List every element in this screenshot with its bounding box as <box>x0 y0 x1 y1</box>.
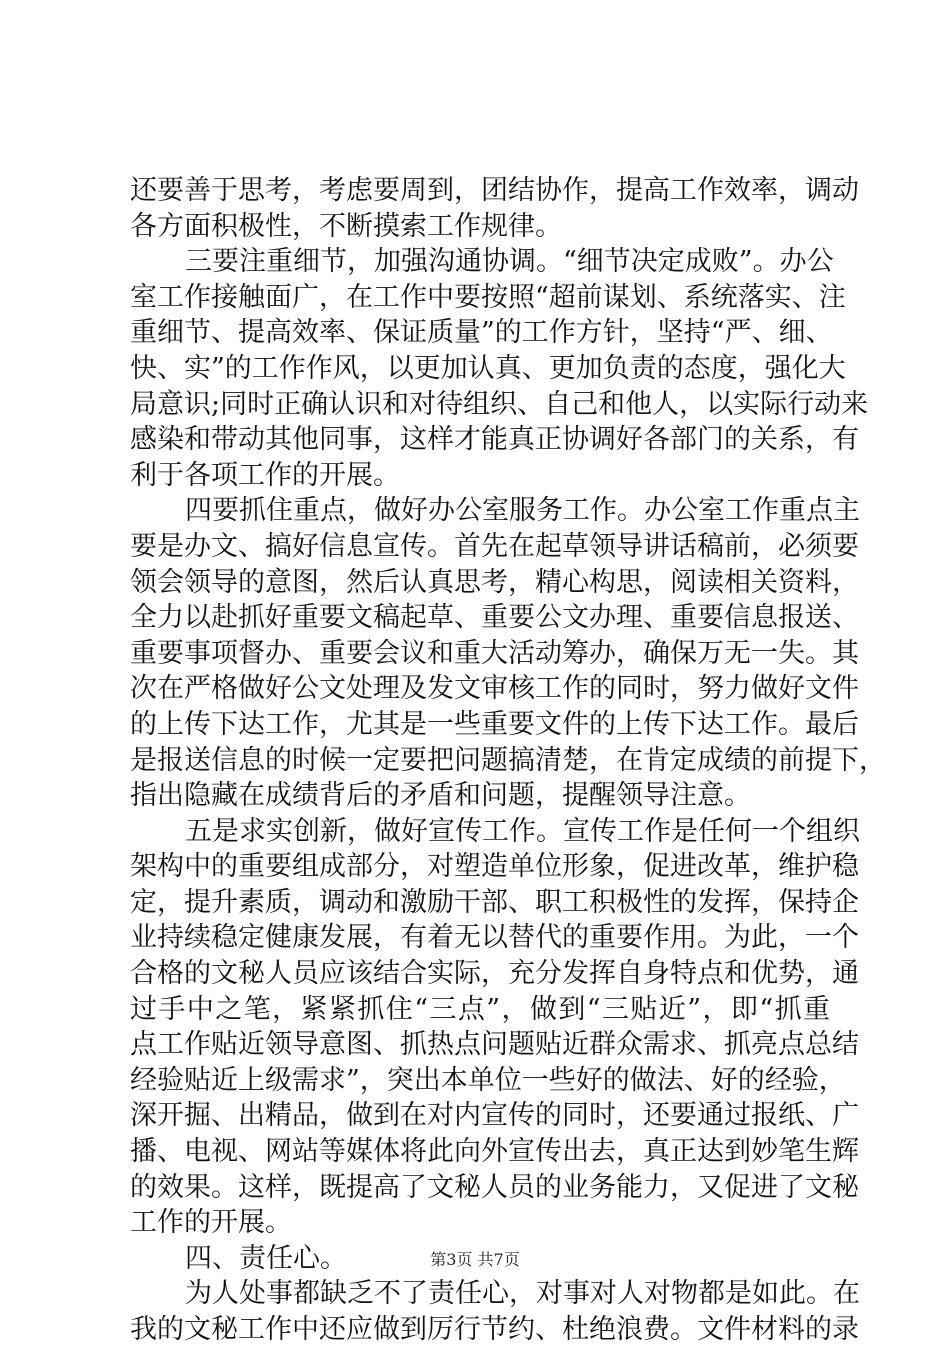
page-number-footer: 第3页 共7页 <box>430 1250 520 1269</box>
text-line: 工作的开展。 <box>130 1207 292 1239</box>
text-line: 快、实”的工作作风，以更加认真、更加负责的态度，强化大 <box>130 352 846 384</box>
document-body <box>130 173 886 1348</box>
text-line: 重要事项督办、重要会议和重大活动筹办，确保万无一失。其 <box>130 637 859 669</box>
text-line: 经验贴近上级需求”，突出本单位一些好的做法、好的经验， <box>130 1064 846 1096</box>
text-line: 的效果。这样，既提高了文秘人员的业务能力，又促进了文秘 <box>130 1171 859 1203</box>
paragraph-start-line: 三要注重细节，加强沟通协调。“细节决定成败”。办公 <box>185 246 834 278</box>
text-line: 还要善于思考，考虑要周到，团结协作，提高工作效率，调动 <box>130 175 859 206</box>
text-line: 要是办文、搞好信息宣传。首先在起草领导讲话稿前，必须要 <box>130 530 859 562</box>
text-line: 次在严格做好公文处理及发文审核工作的同时，努力做好文件 <box>130 673 859 705</box>
text-line: 重细节、提高效率、保证质量”的工作方针，坚持“严、细、 <box>130 317 833 349</box>
section-heading: 四、责任心。 <box>185 1242 347 1274</box>
paragraph-start-line: 四要抓住重点，做好办公室服务工作。办公室工作重点主 <box>185 495 860 527</box>
text-line: 各方面积极性，不断摸索工作规律。 <box>130 210 562 242</box>
text-line: 局意识;同时正确认识和对待组织、自己和他人，以实际行动来 <box>130 388 869 420</box>
text-line: 利于各项工作的开展。 <box>130 459 400 491</box>
text-line: 点工作贴近领导意图、抓热点问题贴近群众需求、抓亮点总结 <box>130 1029 859 1061</box>
text-line: 全力以赴抓好重要文稿起草、重要公文办理、重要信息报送、 <box>130 602 859 634</box>
text-line: 业持续稳定健康发展，有着无以替代的重要作用。为此，一个 <box>130 922 859 954</box>
text-line: 深开掘、出精品，做到在对内宣传的同时，还要通过报纸、广 <box>130 1100 859 1132</box>
paragraph-start-line: 为人处事都缺乏不了责任心，对事对人对物都是如此。在 <box>185 1278 860 1310</box>
text-line: 感染和带动其他同事，这样才能真正协调好各部门的关系，有 <box>130 424 859 456</box>
text-line: 我的文秘工作中还应做到厉行节约、杜绝浪费。文件材料的录 <box>130 1314 859 1345</box>
text-line: 定，提升素质，调动和激励干部、职工积极性的发挥，保持企 <box>130 886 859 918</box>
text-line: 架构中的重要组成部分，对塑造单位形象，促进改革，维护稳 <box>130 851 859 883</box>
text-line: 是报送信息的时候一定要把问题搞清楚，在肯定成绩的前提下， <box>130 744 886 776</box>
text-line: 室工作接触面广，在工作中要按照“超前谋划、系统落实、注 <box>130 281 846 313</box>
text-line: 的上传下达工作，尤其是一些重要文件的上传下达工作。最后 <box>130 708 859 740</box>
text-line: 指出隐藏在成绩背后的矛盾和问题，提醒领导注意。 <box>130 780 751 812</box>
text-line: 播、电视、网站等媒体将此向外宣传出去，真正达到妙笔生辉 <box>130 1136 859 1168</box>
text-line: 领会领导的意图，然后认真思考，精心构思，阅读相关资料， <box>130 566 859 598</box>
text-line: 过手中之笔，紧紧抓住“三点”，做到“三贴近”，即“抓重 <box>130 993 830 1025</box>
text-line: 合格的文秘人员应该结合实际，充分发挥自身特点和优势，通 <box>130 958 859 990</box>
paragraph-start-line: 五是求实创新，做好宣传工作。宣传工作是任何一个组织 <box>185 815 860 847</box>
